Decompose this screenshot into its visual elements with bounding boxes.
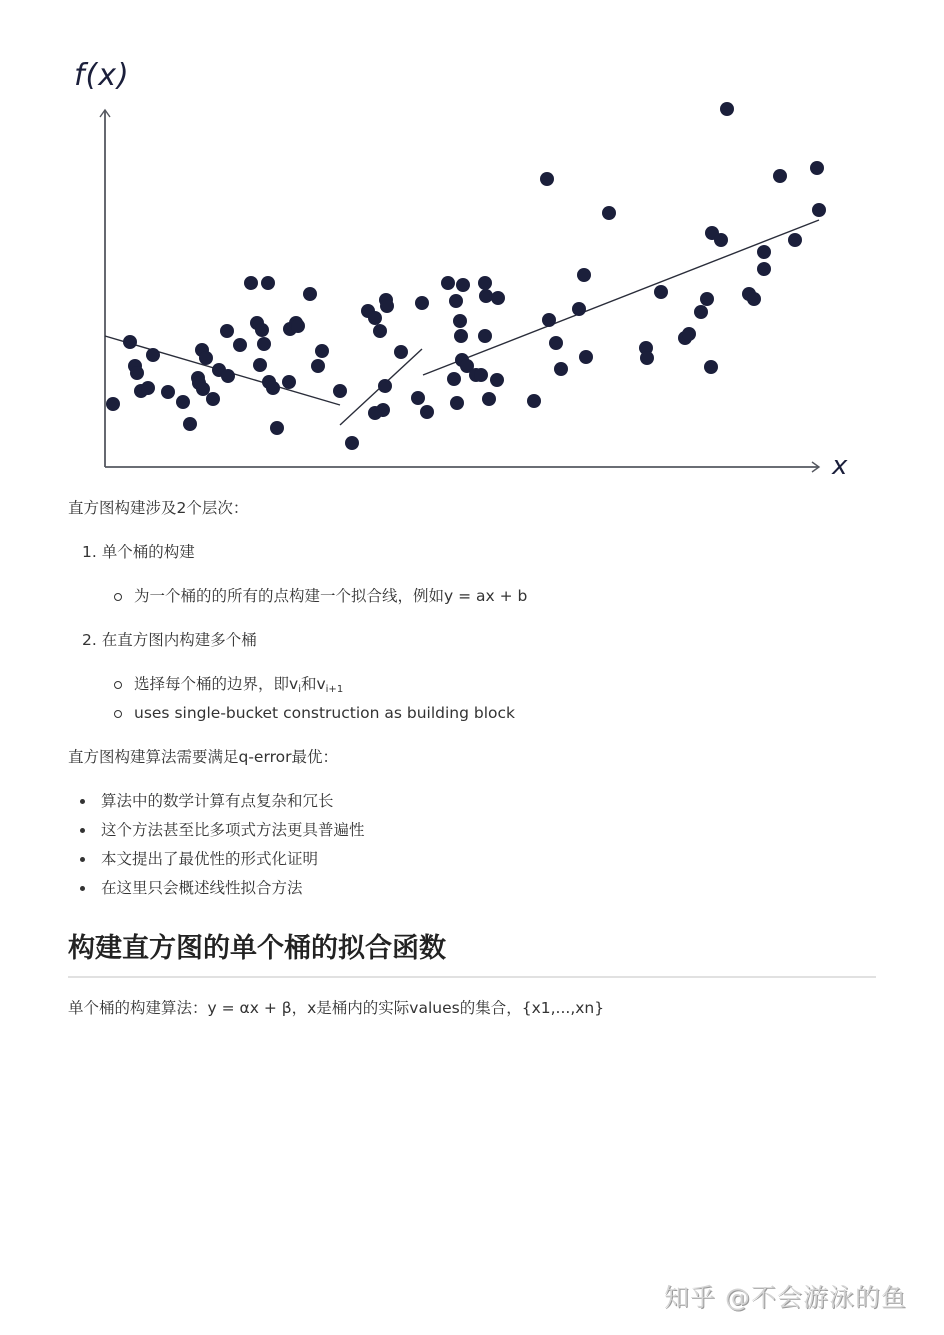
data-point <box>123 335 137 349</box>
data-point <box>788 233 802 247</box>
data-point <box>368 311 382 325</box>
x-axis-label: x <box>832 451 848 481</box>
data-point <box>572 302 586 316</box>
data-point <box>773 169 787 183</box>
data-point <box>257 337 271 351</box>
data-point <box>253 358 267 372</box>
data-point <box>474 368 488 382</box>
scatter-figure <box>0 0 944 490</box>
data-point <box>106 397 120 411</box>
data-point <box>694 305 708 319</box>
data-point <box>183 417 197 431</box>
zhihu-watermark: 知乎 @不会游泳的鱼 <box>664 1283 907 1312</box>
data-point <box>255 323 269 337</box>
data-point <box>540 172 554 186</box>
data-point <box>373 324 387 338</box>
data-point <box>542 313 556 327</box>
data-point <box>479 289 493 303</box>
data-point <box>490 373 504 387</box>
data-point <box>311 359 325 373</box>
data-point <box>714 233 728 247</box>
data-point <box>704 360 718 374</box>
data-point <box>161 385 175 399</box>
level-1-item: 1. 单个桶的构建 <box>82 543 195 561</box>
bullet-item: 在这里只会概述线性拟合方法 <box>80 876 303 901</box>
data-point <box>549 336 563 350</box>
data-point <box>456 278 470 292</box>
data-point <box>221 369 235 383</box>
data-point <box>449 294 463 308</box>
data-point <box>415 296 429 310</box>
data-point <box>282 375 296 389</box>
data-point <box>478 329 492 343</box>
requirement-paragraph: 直方图构建算法需要满足q-error最优： <box>68 748 338 766</box>
subscript-i-plus-1: i+1 <box>325 684 344 695</box>
data-point <box>146 348 160 362</box>
boundary-text: 选择每个桶的边界，即v <box>134 675 299 693</box>
data-point <box>270 421 284 435</box>
data-point <box>420 405 434 419</box>
bullet-item: 本文提出了最优性的形式化证明 <box>80 847 318 872</box>
level-2-subitem-boundaries <box>114 672 343 698</box>
data-point <box>141 381 155 395</box>
level-2-subitem-building-block: uses single-bucket construction as building block <box>114 701 515 726</box>
data-point <box>199 351 213 365</box>
data-point <box>394 345 408 359</box>
intro-paragraph: 直方图构建涉及2个层次： <box>68 499 249 517</box>
boundary-mid-text: 和v <box>300 675 326 693</box>
data-point <box>491 291 505 305</box>
scatter-plot <box>0 0 944 490</box>
subscript-i: i <box>298 684 301 695</box>
data-point <box>810 161 824 175</box>
data-point <box>602 206 616 220</box>
data-point <box>220 324 234 338</box>
data-point <box>447 372 461 386</box>
data-point <box>654 285 668 299</box>
data-point <box>577 268 591 282</box>
data-point <box>682 327 696 341</box>
formula-paragraph: 单个桶的构建算法：y = αx + β，x是桶内的实际values的集合，{x1,...,xn} <box>68 999 605 1017</box>
data-point <box>315 344 329 358</box>
data-point <box>454 329 468 343</box>
data-point <box>527 394 541 408</box>
data-point <box>130 366 144 380</box>
data-point <box>266 381 280 395</box>
data-point <box>378 379 392 393</box>
data-point <box>291 319 305 333</box>
data-point <box>261 276 275 290</box>
level-2-item: 2. 在直方图内构建多个桶 <box>82 631 257 649</box>
data-point <box>554 362 568 376</box>
data-point <box>700 292 714 306</box>
data-point <box>812 203 826 217</box>
data-point <box>380 299 394 313</box>
data-point <box>303 287 317 301</box>
bullet-item: 算法中的数学计算有点复杂和冗长 <box>80 789 334 814</box>
data-point <box>747 292 761 306</box>
y-axis-label: f(x) <box>74 58 130 93</box>
bullet-item: 这个方法甚至比多项式方法更具普遍性 <box>80 818 365 843</box>
data-point <box>757 262 771 276</box>
data-point <box>333 384 347 398</box>
data-point <box>244 276 258 290</box>
level-1-subitem: 为一个桶的的所有的点构建一个拟合线，例如y = ax + b <box>114 584 527 609</box>
data-point <box>441 276 455 290</box>
data-point <box>176 395 190 409</box>
data-point <box>196 382 210 396</box>
data-point <box>478 276 492 290</box>
data-point <box>450 396 464 410</box>
data-point <box>453 314 467 328</box>
data-point <box>206 392 220 406</box>
data-point <box>345 436 359 450</box>
data-point <box>233 338 247 352</box>
data-point <box>720 102 734 116</box>
data-point <box>368 406 382 420</box>
data-point <box>579 350 593 364</box>
data-point <box>411 391 425 405</box>
data-point <box>757 245 771 259</box>
section-heading: 构建直方图的单个桶的拟合函数 <box>68 930 876 978</box>
data-point <box>482 392 496 406</box>
data-point <box>640 351 654 365</box>
